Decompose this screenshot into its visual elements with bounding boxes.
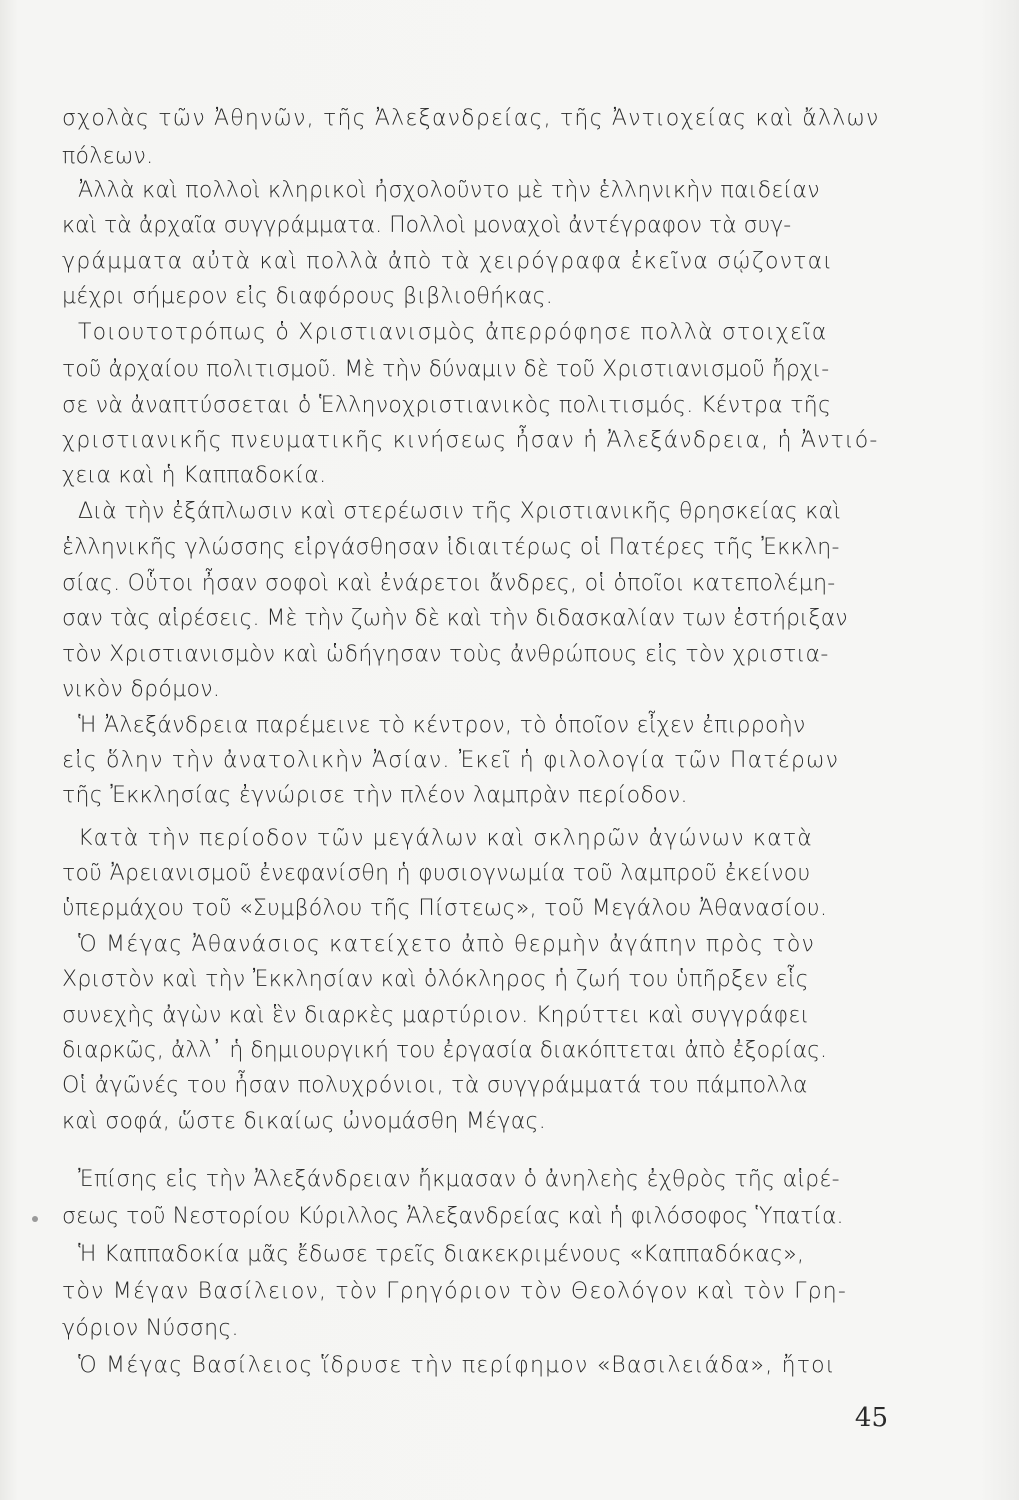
text-line: σε νὰ ἀναπτύσσεται ὁ Ἑλληνοχριστιανικὸς πολιτισμός. Κέντρα τῆς (62, 393, 832, 418)
text-line: τὸν Μέγαν Βασίλειον, τὸν Γρηγόριον τὸν Θεολόγον καὶ τὸν Γρη- (62, 1279, 848, 1304)
page-number: 45 (854, 1403, 888, 1433)
text-line: ὑπερμάχου τοῦ «Συμβόλου τῆς Πίστεως», τοῦ Μεγάλου Ἀθανασίου. (62, 896, 828, 921)
text-line: πόλεων. (62, 144, 154, 169)
text-line: χριστιανικῆς πνευματικῆς κινήσεως ἦσαν ἡ Ἀλεξάνδρεια, ἡ Ἀντιό- (62, 428, 879, 453)
text-line: Χριστὸν καὶ τὴν Ἐκκλησίαν καὶ ὁλόκληρος ἡ ζωή του ὑπῆρξεν εἷς (62, 967, 809, 992)
text-line: Διὰ τὴν ἐξάπλωσιν καὶ στερέωσιν τῆς Χριστιανικῆς θρησκείας καὶ (78, 499, 842, 524)
text-line: διαρκῶς, ἀλλ᾽ ἡ δημιουργική του ἐργασία διακόπτεται ἀπὸ ἐξορίας. (62, 1038, 828, 1063)
text-line: σίας. Οὗτοι ἦσαν σοφοὶ καὶ ἐνάρετοι ἄνδρες, οἱ ὁποῖοι κατεπολέμη- (62, 571, 836, 596)
text-line: Ὁ Μέγας Βασίλειος ἵδρυσε τὴν περίφημον «Βασιλειάδα», ἤτοι (78, 1353, 836, 1378)
text-line: γράμματα αὐτὰ καὶ πολλὰ ἀπὸ τὰ χειρόγραφα ἐκεῖνα σῴζονται (62, 249, 834, 274)
text-line: συνεχὴς ἀγὼν καὶ ἓν διαρκὲς μαρτύριον. Κηρύττει καὶ συγγράφει (62, 1003, 810, 1028)
text-line: γόριον Νύσσης. (62, 1316, 239, 1341)
text-line: εἰς ὅλην τὴν ἀνατολικὴν Ἀσίαν. Ἐκεῖ ἡ φιλολογία τῶν Πατέρων (62, 748, 840, 773)
text-line: Ἡ Καππαδοκία μᾶς ἔδωσε τρεῖς διακεκριμένους «Καππαδόκας», (78, 1242, 805, 1267)
text-line: καὶ τὰ ἀρχαῖα συγγράμματα. Πολλοὶ μοναχοὶ ἀντέγραφον τὰ συγ- (62, 213, 792, 238)
text-line: χεια καὶ ἡ Καππαδοκία. (62, 463, 327, 488)
text-line: τοῦ Ἀρειανισμοῦ ἐνεφανίσθη ἡ φυσιογνωμία τοῦ λαμπροῦ ἐκείνου (62, 861, 811, 886)
text-line: τῆς Ἐκκλησίας ἐγνώρισε τὴν πλέον λαμπρὰν περίοδον. (62, 783, 688, 808)
text-line: Ἐπίσης εἰς τὴν Ἀλεξάνδρειαν ἤκμασαν ὁ ἀνηλεὴς ἐχθρὸς τῆς αἱρέ- (78, 1167, 840, 1192)
ink-speck (32, 1216, 38, 1222)
text-line: νικὸν δρόμον. (62, 677, 221, 702)
text-line: τὸν Χριστιανισμὸν καὶ ὡδήγησαν τοὺς ἀνθρώπους εἰς τὸν χριστια- (62, 642, 829, 667)
text-line: Ὁ Μέγας Ἀθανάσιος κατείχετο ἀπὸ θερμὴν ἀγάπην πρὸς τὸν (78, 932, 816, 957)
text-line: καὶ σοφά, ὥστε δικαίως ὠνομάσθη Μέγας. (62, 1109, 547, 1134)
text-line: σαν τὰς αἱρέσεις. Μὲ τὴν ζωὴν δὲ καὶ τὴν διδασκαλίαν των ἐστήριξαν (62, 606, 848, 631)
text-line: σχολὰς τῶν Ἀθηνῶν, τῆς Ἀλεξανδρείας, τῆς Ἀντιοχείας καὶ ἄλλων (62, 106, 880, 131)
text-line: μέχρι σήμερον εἰς διαφόρους βιβλιοθήκας. (62, 284, 554, 309)
text-line: Οἱ ἀγῶνές του ἦσαν πολυχρόνιοι, τὰ συγγράμματά του πάμπολλα (62, 1073, 808, 1098)
text-line: τοῦ ἀρχαίου πολιτισμοῦ. Μὲ τὴν δύναμιν δὲ τοῦ Χριστιανισμοῦ ἤρχι- (62, 357, 830, 382)
text-line: Ἡ Ἀλεξάνδρεια παρέμεινε τὸ κέντρον, τὸ ὁποῖον εἶχεν ἐπιρροὴν (78, 713, 806, 738)
text-line: Τοιουτοτρόπως ὁ Χριστιανισμὸς ἀπερρόφησε πολλὰ στοιχεῖα (78, 320, 828, 345)
text-line: Κατὰ τὴν περίοδον τῶν μεγάλων καὶ σκληρῶν ἀγώνων κατὰ (78, 826, 813, 851)
text-line: Ἀλλὰ καὶ πολλοὶ κληρικοὶ ἠσχολοῦντο μὲ τὴν ἑλληνικὴν παιδείαν (78, 178, 820, 203)
text-line: σεως τοῦ Νεστορίου Κύριλλος Ἀλεξανδρείας καὶ ἡ φιλόσοφος Ὑπατία. (62, 1204, 844, 1229)
text-line: ἑλληνικῆς γλώσσης εἰργάσθησαν ἰδιαιτέρως οἱ Πατέρες τῆς Ἐκκλη- (62, 535, 840, 560)
